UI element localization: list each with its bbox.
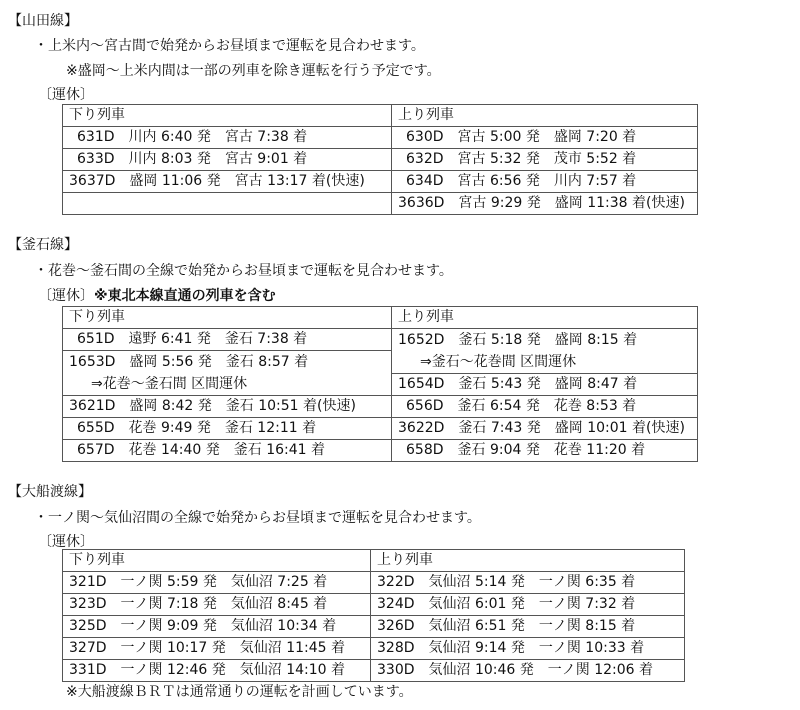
down-train-line: 1653D 盛岡 5:56 発 釜石 8:57 着 [69,354,309,370]
ofunato-line-title: 【大船渡線】 [8,484,92,500]
header-down: 下り列車 [63,307,392,329]
header-up: 上り列車 [371,550,685,572]
down-train: 657D 花巻 14:40 発 釜石 16:41 着 [63,440,392,462]
down-train: 323D 一ノ関 7:18 発 気仙沼 8:45 着 [63,594,371,616]
ofunato-suspended-label: 〔運休〕 [38,534,94,550]
ofunato-status: ・一ノ関～気仙沼間の全線で始発からお昼頃まで運転を見合わせます。 [34,510,481,526]
table-row [63,418,698,440]
down-train [63,193,392,215]
up-train: 328D 気仙沼 9:14 発 一ノ関 10:33 着 [371,638,685,660]
down-train: 325D 一ノ関 9:09 発 気仙沼 10:34 着 [63,616,371,638]
down-train: 631D 川内 6:40 発 宮古 7:38 着 [63,127,392,149]
up-train-remark: ⇒釜石～花巻間 区間運休 [420,354,577,370]
table-row [63,660,685,682]
up-train-line: 1652D 釜石 5:18 発 盛岡 8:15 着 [398,332,638,348]
down-train-remark: ⇒花巻～釜石間 区間運休 [91,376,248,392]
yamada-line-title: 【山田線】 [8,13,78,29]
table-row [63,440,698,462]
down-train: 651D 遠野 6:41 発 釜石 7:38 着 [63,329,392,351]
yamada-suspended-label: 〔運休〕 [38,87,94,103]
table-header-row [63,307,698,329]
table-row [63,572,685,594]
up-train [392,329,698,374]
kamaishi-suspended-note: ※東北本線直通の列車を含む [94,288,276,304]
kamaishi-suspended-heading [38,287,276,305]
down-train: 327D 一ノ関 10:17 発 気仙沼 11:45 着 [63,638,371,660]
header-down: 下り列車 [63,105,392,127]
table-row [63,594,685,616]
table-header-row [63,105,698,127]
table-row [63,329,698,351]
up-train: 322D 気仙沼 5:14 発 一ノ関 6:35 着 [371,572,685,594]
table-header-row [63,550,685,572]
yamada-status: ・上米内～宮古間で始発からお昼頃まで運転を見合わせます。 [34,38,425,54]
ofunato-suspended-table [62,549,685,682]
header-up: 上り列車 [392,105,698,127]
header-up: 上り列車 [392,307,698,329]
kamaishi-status: ・花巻～釜石間の全線で始発からお昼頃まで運転を見合わせます。 [34,263,453,279]
table-row [63,638,685,660]
up-train: 656D 釜石 6:54 発 花巻 8:53 着 [392,396,698,418]
header-down: 下り列車 [63,550,371,572]
kamaishi-suspended-table [62,306,698,462]
up-train: 634D 宮古 6:56 発 川内 7:57 着 [392,171,698,193]
table-row [63,193,698,215]
up-train: 632D 宮古 5:32 発 茂市 5:52 着 [392,149,698,171]
down-train: 321D 一ノ関 5:59 発 気仙沼 7:25 着 [63,572,371,594]
up-train: 630D 宮古 5:00 発 盛岡 7:20 着 [392,127,698,149]
table-row [63,149,698,171]
down-train [63,351,392,396]
up-train: 330D 気仙沼 10:46 発 一ノ関 12:06 着 [371,660,685,682]
down-train: 655D 花巻 9:49 発 釜石 12:11 着 [63,418,392,440]
yamada-suspended-table [62,104,698,215]
down-train: 331D 一ノ関 12:46 発 気仙沼 14:10 着 [63,660,371,682]
down-train: 633D 川内 8:03 発 宮古 9:01 着 [63,149,392,171]
table-row [63,616,685,638]
up-train: 1654D 釜石 5:43 発 盛岡 8:47 着 [392,374,698,396]
up-train: 324D 気仙沼 6:01 発 一ノ関 7:32 着 [371,594,685,616]
table-row [63,396,698,418]
down-train: 3637D 盛岡 11:06 発 宮古 13:17 着(快速) [63,171,392,193]
up-train: 3622D 釜石 7:43 発 盛岡 10:01 着(快速) [392,418,698,440]
yamada-note: ※盛岡～上米内間は一部の列車を除き運転を行う予定です。 [66,63,441,79]
up-train: 658D 釜石 9:04 発 花巻 11:20 着 [392,440,698,462]
table-row [63,171,698,193]
table-row [63,127,698,149]
down-train: 3621D 盛岡 8:42 発 釜石 10:51 着(快速) [63,396,392,418]
kamaishi-line-title: 【釜石線】 [8,237,78,253]
up-train: 326D 気仙沼 6:51 発 一ノ関 8:15 着 [371,616,685,638]
up-train: 3636D 宮古 9:29 発 盛岡 11:38 着(快速) [392,193,698,215]
kamaishi-suspended-label: 〔運休〕 [38,288,94,304]
ofunato-brt-note: ※大船渡線ＢＲＴは通常通りの運転を計画しています。 [66,684,413,700]
